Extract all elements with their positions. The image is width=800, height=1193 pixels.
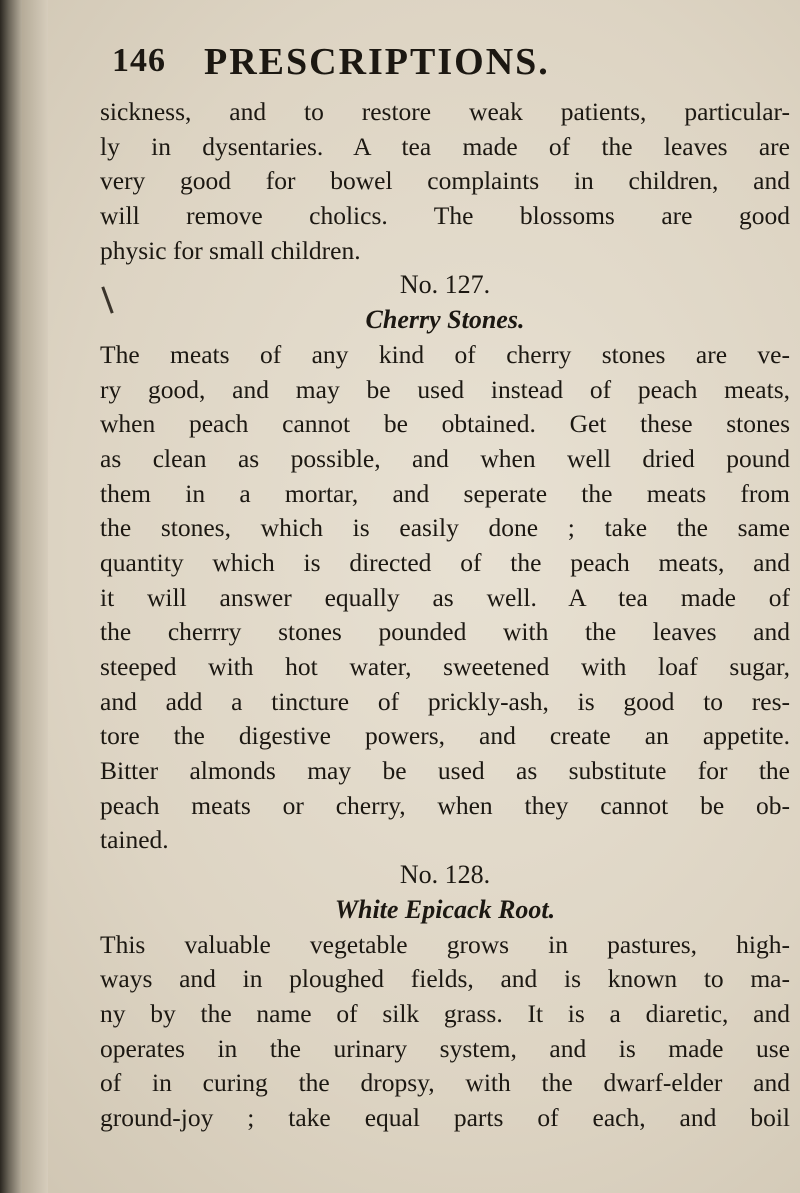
text-line: peach meats or cherry, when they cannot be ob- bbox=[100, 790, 790, 820]
text-line: steeped with hot water, sweetened with loaf sugar, bbox=[100, 652, 790, 681]
text-line: sickness, and to restore weak patients, particular- bbox=[100, 97, 790, 126]
text-line: ways and in ploughed fields, and is known to ma- bbox=[100, 964, 790, 994]
entry-number: No. 127. bbox=[399, 270, 491, 300]
text-line: when peach cannot be obtained. Get these stones bbox=[100, 409, 790, 439]
entry-number: No. 128. bbox=[399, 860, 491, 890]
text-line: ry good, and may be used instead of peach meats, bbox=[100, 374, 790, 404]
text-line: the cherrry stones pounded with the leaves and bbox=[100, 617, 790, 647]
page-edge bbox=[22, 0, 48, 1193]
text-line: physic for small children. bbox=[100, 235, 361, 265]
text-line: tore the digestive powers, and create an appetite. bbox=[100, 721, 790, 751]
text-line: will remove cholics. The blossoms are good bbox=[100, 201, 790, 231]
text-line: as clean as possible, and when well dried pound bbox=[100, 443, 790, 473]
entry-title: White Epicack Root. bbox=[334, 894, 556, 924]
text-line: This valuable vegetable grows in pastures, high- bbox=[100, 929, 790, 959]
text-line: very good for bowel complaints in children, and bbox=[100, 166, 790, 196]
book-gutter bbox=[0, 0, 22, 1193]
page-number: 146 bbox=[112, 42, 166, 79]
text-line: of in curing the dropsy, with the dwarf-elder and bbox=[100, 1068, 790, 1098]
text-line: Bitter almonds may be used as substitute for the bbox=[100, 756, 790, 786]
text-line: the stones, which is easily done ; take the same bbox=[100, 513, 790, 543]
body-text bbox=[100, 95, 790, 1136]
text-line: operates in the urinary system, and is made use bbox=[100, 1033, 790, 1063]
text-line: them in a mortar, and seperate the meats from bbox=[100, 478, 790, 508]
text-line: and add a tincture of prickly-ash, is good to res- bbox=[100, 686, 790, 716]
page-header bbox=[112, 36, 772, 86]
text-line: tained. bbox=[100, 825, 169, 855]
running-head: PRESCRIPTIONS. bbox=[204, 41, 550, 83]
entry-title: Cherry Stones. bbox=[365, 305, 525, 335]
text-line: it will answer equally as well. A tea made of bbox=[100, 582, 790, 612]
text-line: ly in dysentaries. A tea made of the leaves are bbox=[100, 131, 790, 161]
text-line: ny by the name of silk grass. It is a diaretic, and bbox=[100, 998, 790, 1028]
text-line: The meats of any kind of cherry stones are ve- bbox=[100, 339, 790, 369]
text-line: quantity which is directed of the peach meats, and bbox=[100, 547, 790, 577]
text-line: ground-joy ; take equal parts of each, and boil bbox=[100, 1102, 790, 1132]
